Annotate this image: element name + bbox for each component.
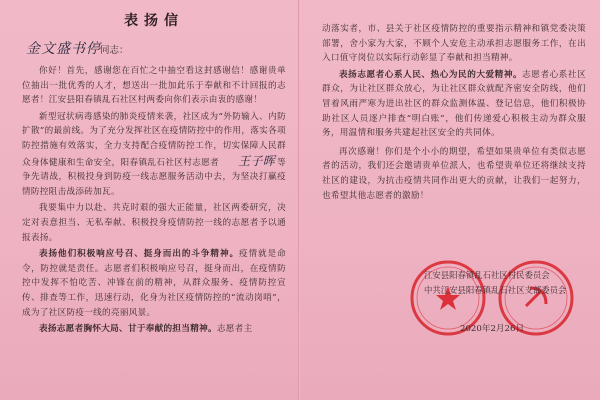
paragraph-context-text: 新型冠状病毒感染的肺炎疫情来袭，社区成为“外防输入、内防扩散”的最前线。为了充分发挥社区在疫情防控中的作用，落实各项防控措施有效落实，全力支持配合疫情防控工作，切实保障人民群众身体健康和生命安全，阳春镇乱石社区村志愿者 xyxy=(22,111,286,168)
letter-right-page xyxy=(300,0,600,400)
handwritten-recipient: 金文盛书停 xyxy=(26,41,101,57)
handwritten-volunteer-name: 王子晖 xyxy=(238,153,276,168)
paragraph-praise-one xyxy=(22,247,286,320)
salutation-suffix: 同志： xyxy=(100,45,129,56)
praise-body-two-start: 志愿者主 xyxy=(216,324,253,335)
salutation xyxy=(22,38,286,60)
paragraph-praise-two xyxy=(22,322,286,337)
paragraph-praise-three xyxy=(322,68,586,141)
paragraph-context-mid: 等 xyxy=(277,157,286,168)
praise-body-one: 疫情就是命令，防控就是责任。志愿者们积极响应号召，挺身而出，在疫情防控中发挥不怕吃苦、冲锋在前的精神，从群众服务、疫情防控宣传、排查等工作，迅速行动，化身为社区疫情防控的“流动岗哨”，成为了社区防疫一线的亮丽风景。 xyxy=(22,249,286,318)
paragraph-announcement: 我要集中力以赴、共克时艰的强大正能量，社区两委研究，决定对表意担当、无私奉献、积极投身疫情防控一线的志愿者予以通报表扬。 xyxy=(22,203,286,243)
paragraph-closing: 再次感谢！你们是个小小的期望，希望如果贵单位有类似志愿者的活动，我们还会邀请贵单位派人，也希望贵单位还将继续支持社区的建设，为抗击疫情共同作出更大的贡献，让我们一起努力，也希望其他志愿者的激励！ xyxy=(322,146,586,201)
praise-heading-three: 表扬志愿者心系人民、热心为民的大爱精神。 xyxy=(339,69,523,80)
letter-date: 2020年2月26日 xyxy=(460,324,525,334)
paragraph-continued: 动落实者，市、县关于社区疫情防控的重要指示精神和镇党委决策部署，舍小家为大家，不顾个人安危主动承担志愿服务工作，在出入口值守岗位以实际行动彰显了奉献和担当精神。 xyxy=(322,24,586,64)
letter-title: 表扬信 xyxy=(124,13,184,29)
paragraph-context-tail: 争先请战，积极投身到防疫一线志愿服务活动中去，为坚决打赢疫情防控阻击战添砖加瓦。 xyxy=(22,172,286,197)
praise-body-three: 志愿者心系社区群众，为让社区群众放心，为让社区群众就配齐密安全防线，他们冒着风雨严寒为进出社区的群众监测体温、登记信息，他们积极协助社区人员逐户排查“明白账”，他们传递爱心积极主动为群众服务，用温情和服务共建起社区安全的共同体。 xyxy=(322,69,586,139)
praise-heading-two: 表扬志愿者胸怀大局、甘于奉献的担当精神。 xyxy=(39,324,217,335)
praise-heading-one: 表扬他们积极响应号召、挺身而出的斗争精神。 xyxy=(39,249,239,260)
paragraph-greeting: 你好！首先，感谢您在百忙之中抽空看这封感谢信！感谢贵单位抽出一批优秀的人才，想送出一批加此乐于奉献和不计回报的志愿者！江安县阳春镇乱石社区村两委向你们表示由衷的感谢！ xyxy=(22,66,286,106)
signature-org-one: 江安县阳春镇乱石社区村民委员会 xyxy=(424,270,550,280)
paragraph-context xyxy=(22,110,286,200)
signature-org-two: 中共江安县阳春镇乱石社区支部委员会 xyxy=(424,285,567,295)
signature-block xyxy=(424,268,584,298)
